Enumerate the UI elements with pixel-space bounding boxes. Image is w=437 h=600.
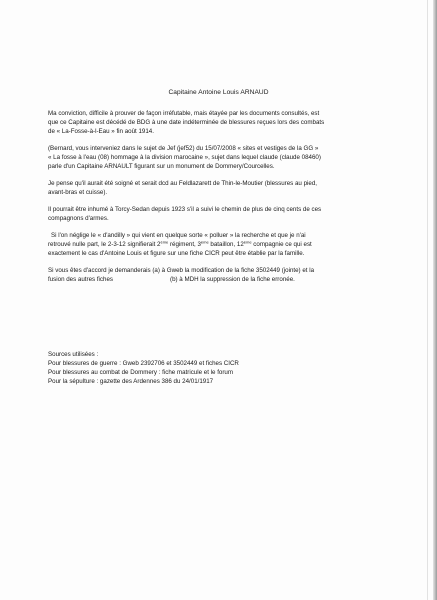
paragraph-andilly <box>48 231 404 258</box>
text-line: de « La-Fosse-à-l-Eau » fin août 1914. <box>48 128 154 135</box>
text-run: Si l'on néglige le « d'andilly » qui vient en quelque sorte « polluer » la recherche et que je n'ai <box>51 232 306 239</box>
text-line <box>48 231 404 240</box>
text-run: (b) à MDH la suppression de la fiche erronée. <box>170 276 295 283</box>
text-line: « La fosse à l'eau (08) hommage à la division marocaine », sujet dans lequel claude (claude 08460) <box>48 154 321 161</box>
text-line: avant-bras et cuisse). <box>48 189 108 196</box>
text-line <box>48 240 404 249</box>
source-item: Pour blessures au combat de Dommery : fiche matricule et le forum <box>48 369 234 376</box>
text-line: compagnons d'armes. <box>48 215 109 222</box>
text-run: régiment, 3 <box>168 241 201 248</box>
source-item: Pour la sépulture : gazette des Ardennes 386 du 24/01/1917 <box>48 378 214 385</box>
source-item: Pour blessures de guerre : Gweb 2392706 et 3502449 et fiches CICR <box>48 360 239 367</box>
text-run: retrouvé nulle part, le 2-3-12 signifierait 2 <box>48 241 161 248</box>
ordinal-suffix: ème <box>243 239 252 245</box>
text-line: Il pourrait être inhumé à Torcy-Sedan depuis 1923 s'il a suivi le chemin de plus de cinq cents de ces <box>48 206 322 213</box>
text-line: parle d'un Capitaine ARNAULT figurant sur un monument de Dommery/Courcelles. <box>48 163 275 170</box>
paragraph-accord <box>48 266 404 284</box>
ordinal-suffix: ème <box>200 239 209 245</box>
paragraph-torcy <box>48 205 404 223</box>
paragraph-bernard <box>48 144 404 171</box>
document-title: Capitaine Antoine Louis ARNAUD <box>168 89 269 96</box>
paragraph-feldlazarett <box>48 179 404 197</box>
text-line: (Bernard, vous interveniez dans le sujet de Jef (jef52) du 15/07/2008 « sites et vestiges de la GG » <box>48 145 319 152</box>
text-run: compagnie ce qui est <box>251 241 312 248</box>
sources-block <box>48 350 239 386</box>
sources-heading: Sources utilisées : <box>48 351 99 358</box>
document-body <box>48 109 404 292</box>
text-line <box>48 275 404 284</box>
text-run: fusion des autres fiches <box>48 276 114 283</box>
text-line: exactement le cas d'Antoine Louis et figure sur une fiche CICR peut être établie par la famille. <box>48 250 305 257</box>
text-line: Je pense qu'il aurait été soigné et serait dcd au Feldlazarett de Thin-le-Moutier (blessures au pied, <box>48 180 317 187</box>
text-line: Ma conviction, difficile à prouver de façon irréfutable, mais étayée par les documents consultés, est <box>48 110 320 117</box>
ordinal-suffix: ème <box>160 239 169 245</box>
text-line: Si vous êtes d'accord je demanderais (a) à Gweb la modification de la fiche 3502449 (jointe) et la <box>48 267 315 274</box>
paragraph-conviction <box>48 109 404 136</box>
text-run: bataillon, 12 <box>208 241 244 248</box>
text-line: que ce Capitaine est décédé de BDG à une date indéterminée de blessures reçues lors des combats <box>48 119 325 126</box>
